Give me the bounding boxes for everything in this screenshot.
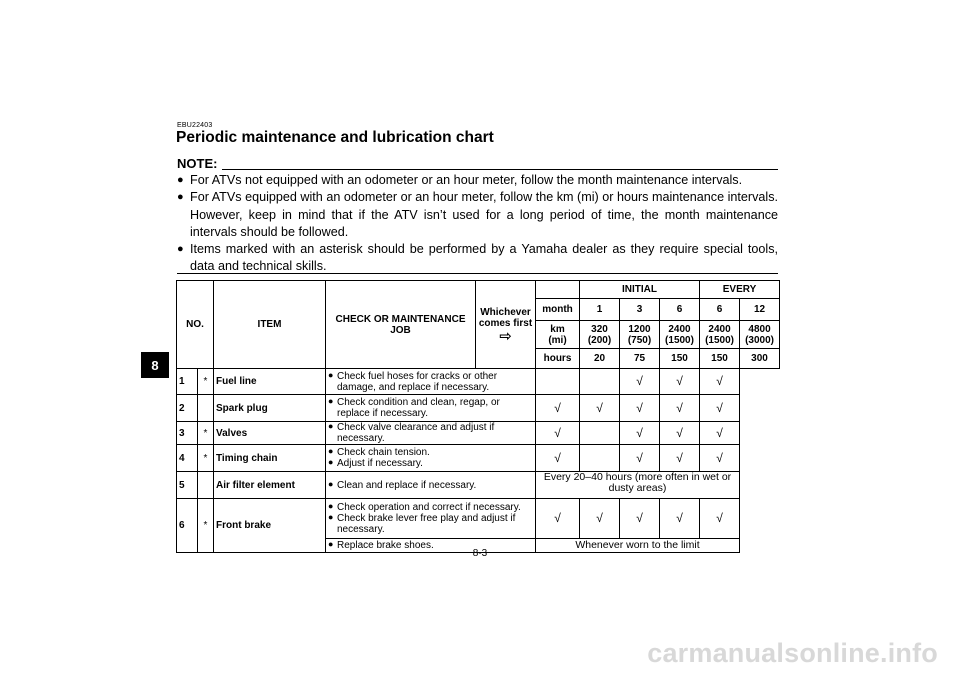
check-cell: √	[536, 499, 580, 539]
table-row	[177, 395, 780, 422]
row-job: ● Replace brake shoes.	[326, 539, 536, 553]
interval-label-month: month	[536, 299, 580, 321]
interval-value: 6	[660, 299, 700, 321]
bullet-icon: ●	[328, 512, 334, 522]
check-cell: √	[700, 445, 740, 472]
row-number: 5	[177, 472, 198, 499]
interval-value: 320 (200)	[580, 321, 620, 349]
interval-value: 1	[580, 299, 620, 321]
check-cell: √	[660, 395, 700, 422]
check-cell	[580, 369, 620, 395]
check-cell: √	[620, 499, 660, 539]
row-item: Air filter element	[214, 472, 326, 499]
document-code: EBU22403	[177, 122, 213, 129]
note-divider-top	[222, 169, 778, 170]
check-cell	[580, 422, 620, 445]
bullet-icon: ●	[328, 478, 334, 489]
interval-note: Whenever worn to the limit	[536, 539, 740, 553]
maintenance-chart	[176, 280, 780, 553]
header-no: NO.	[177, 281, 214, 369]
check-cell: √	[700, 422, 740, 445]
bullet-icon: ●	[328, 539, 334, 549]
interval-value: 300	[740, 349, 780, 369]
bullet-icon: ●	[328, 369, 334, 380]
check-cell: √	[620, 445, 660, 472]
table-row	[177, 472, 780, 499]
check-cell: √	[620, 395, 660, 422]
page-title: Periodic maintenance and lubrication chart	[176, 129, 494, 146]
dealer-mark: *	[198, 499, 214, 553]
bullet-icon: ●	[177, 191, 184, 204]
note-heading: NOTE:	[177, 156, 218, 171]
interval-value: 2400 (1500)	[660, 321, 700, 349]
interval-value: 4800 (3000)	[740, 321, 780, 349]
arrow-right-icon: ⇨	[499, 328, 512, 345]
bullet-icon: ●	[328, 421, 334, 431]
note-item: ● For ATVs equipped with an odometer or an hour meter, follow the km (mi) or hours maintenance intervals. However, keep in mind that if the ATV isn’t used for a long period of time, the month maintenance intervals should be followed.	[177, 190, 778, 239]
dealer-mark: *	[198, 369, 214, 395]
header-job: CHECK OR MAINTENANCE JOB	[326, 281, 476, 369]
row-item: Valves	[214, 422, 326, 445]
table-row	[177, 422, 780, 445]
header-every: EVERY	[700, 281, 780, 299]
row-item: Timing chain	[214, 445, 326, 472]
note-item: ● Items marked with an asterisk should be performed by a Yamaha dealer as they require special tools, data and technical skills.	[177, 242, 778, 274]
check-cell: √	[620, 422, 660, 445]
row-job: ● Check operation and correct if necessary. ● Check brake lever free play and adjust if necessary.	[326, 499, 536, 539]
check-cell: √	[660, 369, 700, 395]
row-number: 6	[177, 499, 198, 553]
check-cell: √	[660, 422, 700, 445]
table-row	[177, 445, 780, 472]
check-cell	[580, 445, 620, 472]
check-cell: √	[580, 395, 620, 422]
check-cell: √	[620, 369, 660, 395]
note-item: ● For ATVs not equipped with an odometer or an hour meter, follow the month maintenance intervals.	[177, 172, 778, 189]
interval-value: 2400 (1500)	[700, 321, 740, 349]
row-number: 1	[177, 369, 198, 395]
check-cell: √	[660, 499, 700, 539]
check-cell: √	[536, 422, 580, 445]
bullet-icon: ●	[328, 501, 334, 511]
check-cell: √	[536, 395, 580, 422]
row-item: Front brake	[214, 499, 326, 553]
row-job: ● Clean and replace if necessary.	[326, 472, 536, 499]
row-job: ● Check fuel hoses for cracks or other damage, and replace if necessary.	[326, 369, 536, 395]
note-list	[177, 172, 778, 276]
bullet-icon: ●	[328, 457, 334, 467]
interval-value: 20	[580, 349, 620, 369]
interval-label-hours: hours	[536, 349, 580, 369]
interval-value: 150	[660, 349, 700, 369]
interval-value: 3	[620, 299, 660, 321]
row-number: 3	[177, 422, 198, 445]
row-job: ● Check valve clearance and adjust if necessary.	[326, 422, 536, 445]
note-divider-bottom	[177, 273, 778, 274]
row-job: ● Check condition and clean, regap, or replace if necessary.	[326, 395, 536, 422]
row-job: ● Check chain tension. ● Adjust if necessary.	[326, 445, 536, 472]
bullet-icon: ●	[177, 243, 184, 256]
check-cell: √	[700, 369, 740, 395]
check-cell: √	[700, 499, 740, 539]
page-number: 8-3	[472, 548, 488, 559]
check-cell	[536, 369, 580, 395]
bullet-icon: ●	[177, 174, 184, 186]
check-cell: √	[580, 499, 620, 539]
check-cell: √	[700, 395, 740, 422]
interval-value: 6	[700, 299, 740, 321]
bullet-icon: ●	[328, 396, 334, 406]
header-initial: INITIAL	[580, 281, 700, 299]
row-item: Fuel line	[214, 369, 326, 395]
interval-value: 75	[620, 349, 660, 369]
interval-note: Every 20–40 hours (more often in wet or dusty areas)	[536, 472, 740, 499]
dealer-mark	[198, 472, 214, 499]
header-item: ITEM	[214, 281, 326, 369]
watermark: carmanualsonline.info	[647, 638, 938, 668]
header-whichever: Whichever comes first ⇨	[476, 281, 536, 369]
interval-value: 1200 (750)	[620, 321, 660, 349]
dealer-mark: *	[198, 445, 214, 472]
table-row	[177, 369, 780, 395]
dealer-mark: *	[198, 422, 214, 445]
check-cell: √	[536, 445, 580, 472]
interval-value: 150	[700, 349, 740, 369]
check-cell: √	[660, 445, 700, 472]
chapter-tab: 8	[141, 352, 169, 378]
interval-label-km: km (mi)	[536, 321, 580, 349]
table-row	[177, 499, 780, 539]
row-number: 2	[177, 395, 198, 422]
row-number: 4	[177, 445, 198, 472]
interval-value: 12	[740, 299, 780, 321]
bullet-icon: ●	[328, 446, 334, 456]
dealer-mark	[198, 395, 214, 422]
row-item: Spark plug	[214, 395, 326, 422]
